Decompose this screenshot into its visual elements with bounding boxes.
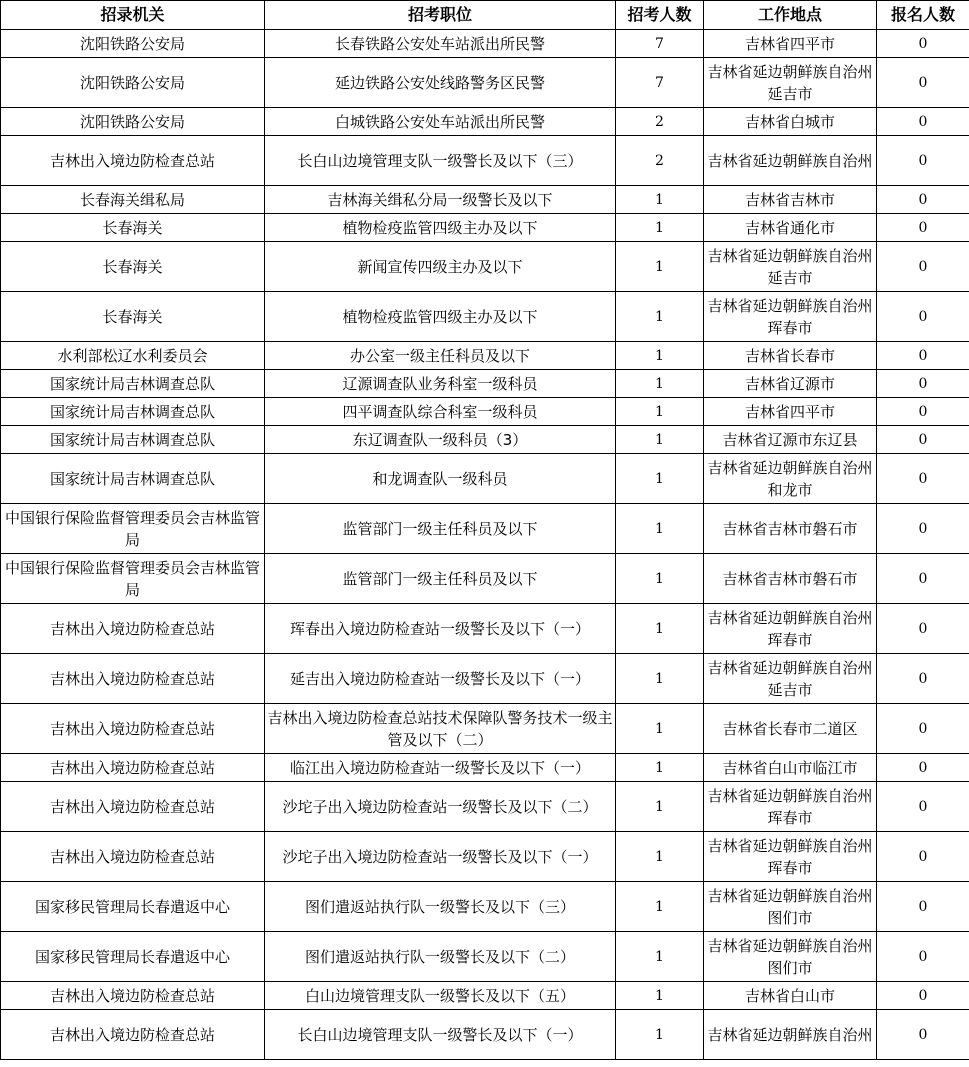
cell-quota: 1 — [616, 342, 704, 370]
cell-location: 吉林省白城市 — [704, 108, 877, 136]
cell-applicants: 0 — [877, 754, 969, 782]
cell-location: 吉林省吉林市磐石市 — [704, 554, 877, 604]
cell-location: 吉林省延边朝鲜族自治州 — [704, 1010, 877, 1060]
cell-location: 吉林省延边朝鲜族自治州图们市 — [704, 932, 877, 982]
cell-quota: 1 — [616, 370, 704, 398]
table-row — [1, 214, 969, 242]
cell-agency: 中国银行保险监督管理委员会吉林监管局 — [1, 554, 265, 604]
cell-location: 吉林省延边朝鲜族自治州珲春市 — [704, 782, 877, 832]
cell-agency: 沈阳铁路公安局 — [1, 30, 265, 58]
cell-position: 沙坨子出入境边防检查站一级警长及以下（二） — [265, 782, 616, 832]
cell-location: 吉林省四平市 — [704, 30, 877, 58]
cell-location: 吉林省吉林市 — [704, 186, 877, 214]
cell-position: 长春铁路公安处车站派出所民警 — [265, 30, 616, 58]
cell-agency: 吉林出入境边防检查总站 — [1, 832, 265, 882]
cell-agency: 国家统计局吉林调查总队 — [1, 398, 265, 426]
table-row — [1, 342, 969, 370]
cell-applicants: 0 — [877, 292, 969, 342]
cell-quota: 1 — [616, 782, 704, 832]
cell-position: 长白山边境管理支队一级警长及以下（一） — [265, 1010, 616, 1060]
cell-location: 吉林省延边朝鲜族自治州珲春市 — [704, 832, 877, 882]
cell-agency: 沈阳铁路公安局 — [1, 58, 265, 108]
cell-applicants: 0 — [877, 186, 969, 214]
cell-quota: 1 — [616, 982, 704, 1010]
cell-quota: 1 — [616, 932, 704, 982]
table-row — [1, 754, 969, 782]
table-row — [1, 704, 969, 754]
cell-agency: 吉林出入境边防检查总站 — [1, 604, 265, 654]
cell-agency: 吉林出入境边防检查总站 — [1, 782, 265, 832]
cell-applicants: 0 — [877, 782, 969, 832]
cell-agency: 长春海关 — [1, 214, 265, 242]
cell-location: 吉林省长春市二道区 — [704, 704, 877, 754]
cell-position: 延吉出入境边防检查站一级警长及以下（一） — [265, 654, 616, 704]
cell-agency: 国家统计局吉林调查总队 — [1, 370, 265, 398]
cell-position: 珲春出入境边防检查站一级警长及以下（一） — [265, 604, 616, 654]
table-row — [1, 454, 969, 504]
cell-position: 沙坨子出入境边防检查站一级警长及以下（一） — [265, 832, 616, 882]
cell-agency: 国家统计局吉林调查总队 — [1, 454, 265, 504]
table-row — [1, 398, 969, 426]
table-row — [1, 654, 969, 704]
cell-location: 吉林省延边朝鲜族自治州图们市 — [704, 882, 877, 932]
cell-agency: 国家移民管理局长春遣返中心 — [1, 932, 265, 982]
cell-location: 吉林省延边朝鲜族自治州延吉市 — [704, 654, 877, 704]
cell-quota: 1 — [616, 426, 704, 454]
cell-location: 吉林省延边朝鲜族自治州延吉市 — [704, 58, 877, 108]
cell-applicants: 0 — [877, 504, 969, 554]
cell-position: 监管部门一级主任科员及以下 — [265, 554, 616, 604]
cell-location: 吉林省延边朝鲜族自治州珲春市 — [704, 292, 877, 342]
cell-quota: 7 — [616, 58, 704, 108]
cell-agency: 吉林出入境边防检查总站 — [1, 982, 265, 1010]
table-row — [1, 108, 969, 136]
cell-quota: 1 — [616, 704, 704, 754]
cell-agency: 吉林出入境边防检查总站 — [1, 704, 265, 754]
cell-quota: 1 — [616, 832, 704, 882]
table-row — [1, 136, 969, 186]
cell-position: 图们遣返站执行队一级警长及以下（三） — [265, 882, 616, 932]
cell-agency: 中国银行保险监督管理委员会吉林监管局 — [1, 504, 265, 554]
cell-quota: 1 — [616, 214, 704, 242]
cell-position: 东辽调查队一级科员（3） — [265, 426, 616, 454]
header-agency: 招录机关 — [1, 1, 265, 30]
table-row — [1, 882, 969, 932]
header-quota: 招考人数 — [616, 1, 704, 30]
cell-applicants: 0 — [877, 454, 969, 504]
cell-position: 延边铁路公安处线路警务区民警 — [265, 58, 616, 108]
cell-agency: 长春海关缉私局 — [1, 186, 265, 214]
cell-quota: 1 — [616, 242, 704, 292]
cell-location: 吉林省通化市 — [704, 214, 877, 242]
cell-applicants: 0 — [877, 982, 969, 1010]
cell-quota: 1 — [616, 882, 704, 932]
cell-position: 图们遣返站执行队一级警长及以下（二） — [265, 932, 616, 982]
cell-agency: 吉林出入境边防检查总站 — [1, 654, 265, 704]
cell-agency: 沈阳铁路公安局 — [1, 108, 265, 136]
cell-quota: 1 — [616, 604, 704, 654]
cell-applicants: 0 — [877, 214, 969, 242]
cell-position: 植物检疫监管四级主办及以下 — [265, 292, 616, 342]
cell-location: 吉林省辽源市东辽县 — [704, 426, 877, 454]
cell-agency: 水利部松辽水利委员会 — [1, 342, 265, 370]
cell-location: 吉林省延边朝鲜族自治州珲春市 — [704, 604, 877, 654]
table-row — [1, 932, 969, 982]
cell-location: 吉林省延边朝鲜族自治州延吉市 — [704, 242, 877, 292]
cell-agency: 吉林出入境边防检查总站 — [1, 1010, 265, 1060]
cell-applicants: 0 — [877, 654, 969, 704]
cell-agency: 国家统计局吉林调查总队 — [1, 426, 265, 454]
cell-position: 监管部门一级主任科员及以下 — [265, 504, 616, 554]
table-row — [1, 370, 969, 398]
table-body — [1, 30, 969, 1060]
cell-location: 吉林省吉林市磐石市 — [704, 504, 877, 554]
cell-agency: 长春海关 — [1, 292, 265, 342]
cell-position: 临江出入境边防检查站一级警长及以下（一） — [265, 754, 616, 782]
cell-quota: 1 — [616, 654, 704, 704]
cell-applicants: 0 — [877, 704, 969, 754]
cell-quota: 1 — [616, 504, 704, 554]
cell-applicants: 0 — [877, 58, 969, 108]
cell-position: 长白山边境管理支队一级警长及以下（三） — [265, 136, 616, 186]
cell-quota: 1 — [616, 292, 704, 342]
table-row — [1, 504, 969, 554]
cell-applicants: 0 — [877, 108, 969, 136]
cell-quota: 1 — [616, 1010, 704, 1060]
cell-applicants: 0 — [877, 30, 969, 58]
cell-applicants: 0 — [877, 554, 969, 604]
cell-applicants: 0 — [877, 1010, 969, 1060]
cell-applicants: 0 — [877, 398, 969, 426]
table-row — [1, 426, 969, 454]
table-row — [1, 58, 969, 108]
table-row — [1, 1010, 969, 1060]
cell-applicants: 0 — [877, 882, 969, 932]
cell-applicants: 0 — [877, 832, 969, 882]
cell-quota: 1 — [616, 398, 704, 426]
cell-agency: 吉林出入境边防检查总站 — [1, 754, 265, 782]
cell-location: 吉林省白山市临江市 — [704, 754, 877, 782]
cell-agency: 国家移民管理局长春遣返中心 — [1, 882, 265, 932]
table-row — [1, 982, 969, 1010]
cell-quota: 1 — [616, 554, 704, 604]
cell-agency: 吉林出入境边防检查总站 — [1, 136, 265, 186]
table-row — [1, 832, 969, 882]
cell-quota: 2 — [616, 136, 704, 186]
cell-location: 吉林省延边朝鲜族自治州 — [704, 136, 877, 186]
header-position: 招考职位 — [265, 1, 616, 30]
table-row — [1, 30, 969, 58]
cell-position: 植物检疫监管四级主办及以下 — [265, 214, 616, 242]
table-row — [1, 186, 969, 214]
header-applicants: 报名人数 — [877, 1, 969, 30]
cell-applicants: 0 — [877, 932, 969, 982]
cell-position: 四平调查队综合科室一级科员 — [265, 398, 616, 426]
cell-location: 吉林省白山市 — [704, 982, 877, 1010]
cell-location: 吉林省辽源市 — [704, 370, 877, 398]
cell-position: 白城铁路公安处车站派出所民警 — [265, 108, 616, 136]
cell-applicants: 0 — [877, 136, 969, 186]
cell-position: 和龙调查队一级科员 — [265, 454, 616, 504]
cell-position: 办公室一级主任科员及以下 — [265, 342, 616, 370]
cell-position: 辽源调查队业务科室一级科员 — [265, 370, 616, 398]
cell-quota: 7 — [616, 30, 704, 58]
cell-applicants: 0 — [877, 604, 969, 654]
cell-location: 吉林省延边朝鲜族自治州和龙市 — [704, 454, 877, 504]
cell-location: 吉林省四平市 — [704, 398, 877, 426]
cell-position: 吉林出入境边防检查总站技术保障队警务技术一级主管及以下（二） — [265, 704, 616, 754]
cell-quota: 1 — [616, 454, 704, 504]
table-row — [1, 242, 969, 292]
cell-agency: 长春海关 — [1, 242, 265, 292]
cell-position: 新闻宣传四级主办及以下 — [265, 242, 616, 292]
header-location: 工作地点 — [704, 1, 877, 30]
table-row — [1, 782, 969, 832]
table-row — [1, 292, 969, 342]
table-row — [1, 604, 969, 654]
cell-position: 吉林海关缉私分局一级警长及以下 — [265, 186, 616, 214]
cell-applicants: 0 — [877, 426, 969, 454]
cell-applicants: 0 — [877, 242, 969, 292]
header-row — [1, 1, 969, 30]
cell-position: 白山边境管理支队一级警长及以下（五） — [265, 982, 616, 1010]
table-row — [1, 554, 969, 604]
cell-location: 吉林省长春市 — [704, 342, 877, 370]
cell-quota: 2 — [616, 108, 704, 136]
cell-applicants: 0 — [877, 370, 969, 398]
cell-quota: 1 — [616, 754, 704, 782]
cell-quota: 1 — [616, 186, 704, 214]
cell-applicants: 0 — [877, 342, 969, 370]
